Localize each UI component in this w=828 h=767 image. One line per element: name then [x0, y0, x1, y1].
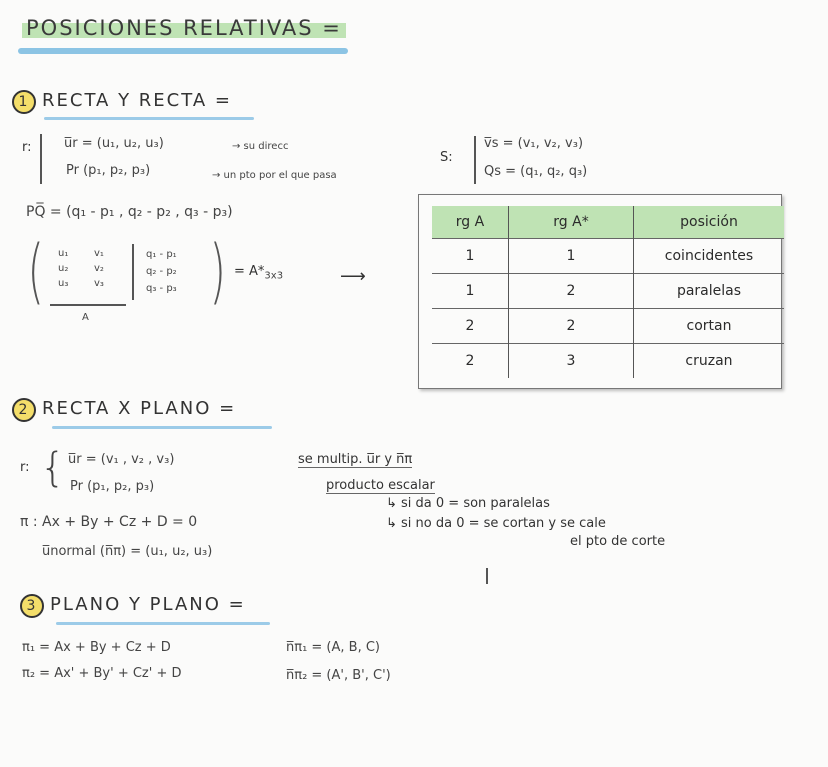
matrix-cell: q₂ - p₂: [146, 266, 177, 277]
section-2-title: RECTA X PLANO =: [42, 398, 237, 419]
normal-vector: u̅normal (n̅π) = (u₁, u₂, u₃): [42, 544, 213, 559]
plane-2-normal: n̅π₂ = (A', B', C'): [286, 668, 391, 683]
s-brace: [474, 136, 476, 184]
table-cell: 2: [432, 344, 509, 379]
s-label: S:: [440, 150, 453, 165]
rank-table: [432, 206, 784, 378]
matrix-left-paren: (: [27, 230, 44, 312]
matrix-cell: v₁: [94, 248, 104, 259]
scalar-note: producto escalar: [326, 478, 435, 493]
matrix-col-3: [146, 246, 177, 297]
matrix-equals-astar: [234, 264, 283, 282]
matrix-cell: q₃ - p₃: [146, 283, 177, 294]
section-3-underline: [56, 622, 270, 625]
table-header-rgastar: rg A*: [509, 206, 634, 239]
section-2-heading: [12, 398, 236, 422]
section-2-underline: [52, 426, 272, 429]
matrix-cell: u₃: [58, 278, 69, 289]
section-number-1: 1: [12, 90, 36, 114]
r-point-note: → un pto por el que pasa: [212, 170, 337, 181]
r-point: Pr (p₁, p₂, p₃): [66, 163, 151, 178]
r2-direction-vector: u̅r = (v₁ , v₂ , v₃): [68, 452, 175, 467]
table-row: [432, 309, 784, 344]
cut-point-note: el pto de corte: [570, 534, 666, 549]
plane-1-normal: n̅π₁ = (A, B, C): [286, 640, 380, 655]
table-cell: 3: [509, 344, 634, 379]
table-cell: 1: [509, 239, 634, 274]
r-direction-note: → su direcc: [232, 141, 289, 152]
plane-2-equation: π₂ = Ax' + By' + Cz' + D: [22, 666, 182, 681]
matrix-right-paren: ): [209, 230, 226, 312]
matrix-cell: u₂: [58, 263, 69, 274]
section-3-title: PLANO Y PLANO =: [50, 594, 246, 615]
section-1-title: RECTA Y RECTA =: [42, 90, 232, 111]
r-label: r:: [22, 140, 32, 155]
table-cell: paralelas: [676, 283, 742, 299]
matrix-col-1: [58, 246, 68, 291]
s-point: Qs = (q₁, q₂, q₃): [484, 164, 588, 179]
table-cell: cruzan: [685, 353, 733, 369]
matrix-cell: v₂: [94, 263, 104, 274]
matrix-divider: [132, 244, 134, 300]
astar-subscript: 3x3: [264, 270, 284, 282]
astar-label: = A*: [234, 264, 265, 279]
cut-note: ↳ si no da 0 = se cortan y se cale: [386, 516, 606, 531]
arrow-to-table: ⟶: [340, 266, 366, 287]
page-title: POSICIONES RELATIVAS =: [22, 16, 346, 40]
table-row: [432, 239, 784, 274]
r2-label: r:: [20, 460, 30, 475]
table-cell: cortan: [686, 318, 732, 334]
table-cell: coincidentes: [664, 248, 754, 264]
product-note: se multip. u̅r y n̅π: [298, 452, 413, 467]
table-cell: 1: [432, 274, 509, 309]
section-3-heading: [20, 594, 246, 618]
section-number-2: 2: [12, 398, 36, 422]
table-cell: 2: [509, 309, 634, 344]
table-row: [432, 274, 784, 309]
matrix-a-label: A: [82, 312, 89, 323]
r2-point: Pr (p₁, p₂, p₃): [70, 479, 155, 494]
matrix-a-underline: [50, 304, 126, 306]
plane-1-equation: π₁ = Ax + By + Cz + D: [22, 640, 171, 655]
r2-brace: {: [40, 445, 66, 491]
section-number-3: 3: [20, 594, 44, 618]
plane-equation: π : Ax + By + Cz + D = 0: [20, 514, 198, 530]
title-underline: [18, 48, 348, 54]
r-brace: [40, 134, 42, 184]
matrix-cell: q₁ - p₁: [146, 249, 177, 260]
matrix-cell: v₃: [94, 278, 104, 289]
matrix-cell: u₁: [58, 248, 69, 259]
s-direction-vector: v̅s = (v₁, v₂, v₃): [484, 136, 584, 151]
table-cell: 2: [432, 309, 509, 344]
table-header-rga: rg A: [432, 206, 509, 239]
r-direction-vector: u̅r = (u₁, u₂, u₃): [64, 136, 164, 151]
table-row: [432, 344, 784, 379]
table-cell: 1: [432, 239, 509, 274]
parallel-note: ↳ si da 0 = son paralelas: [386, 496, 550, 511]
section-1-heading: [12, 90, 232, 114]
table-header-posicion: posición: [634, 206, 785, 239]
matrix-col-2: [94, 246, 104, 291]
table-cell: 2: [509, 274, 634, 309]
pen-mark: [486, 568, 488, 584]
section-1-underline: [44, 117, 254, 120]
pq-vector: PQ̅ = (q₁ - p₁ , q₂ - p₂ , q₃ - p₃): [26, 204, 233, 220]
